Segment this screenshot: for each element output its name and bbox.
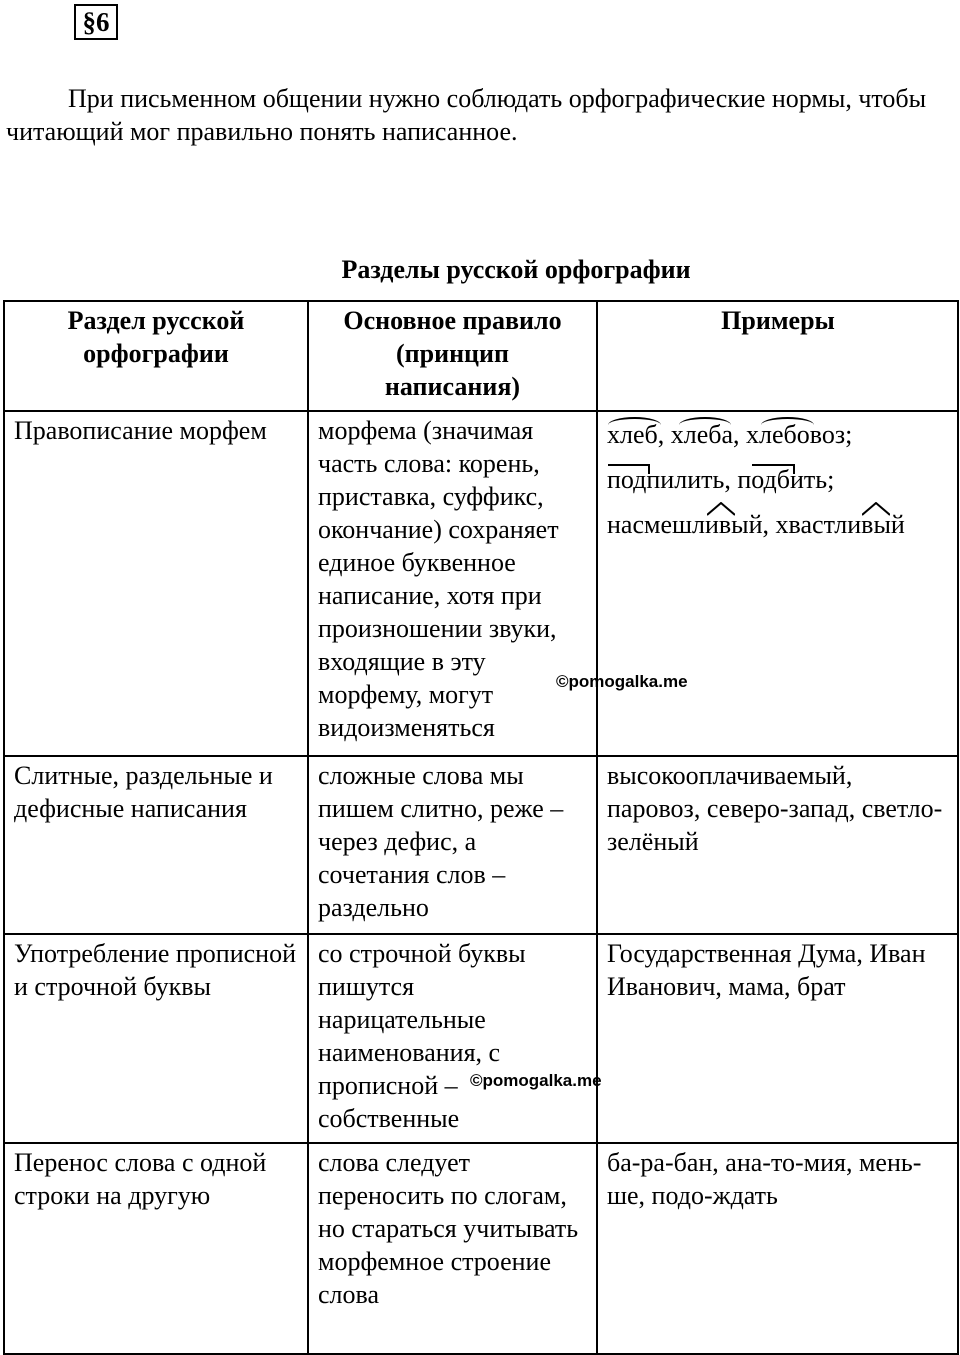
watermark: ©pomogalka.me [470, 1071, 602, 1090]
cell-section: Правописание морфем [4, 411, 308, 756]
cell-examples [597, 411, 958, 756]
section-number: §6 [74, 4, 118, 40]
orthography-table [3, 300, 959, 1355]
cell-section: Перенос слова с одной строки на другую [4, 1143, 308, 1354]
watermark: ©pomogalka.me [556, 672, 688, 691]
table-header-row [4, 301, 958, 411]
root-arc-mark [679, 417, 731, 433]
cell-section: Употребление прописной и строчной буквы [4, 934, 308, 1143]
cell-rule: слова следует переносить по слогам, но стараться учитывать морфемное строение слова [308, 1143, 597, 1354]
cell-examples: высокооплачиваемый, паровоз, северо-запад, светло-зелёный [597, 756, 958, 934]
cell-rule: сложные слова мы пишем слитно, реже – через дефис, а сочетания слов – раздельно [308, 756, 597, 934]
cell-examples: ба-ра-бан, ана-то-мия, мень-ше, подо-ждать [597, 1143, 958, 1354]
cell-rule: морфема (значимая часть слова: корень, приставка, суффикс, окончание) сохраняет единое буквенное написание, хотя при произношении звуки, входящие в эту морфему, могут видоизменяться [308, 411, 597, 756]
root-arc-mark [761, 417, 814, 433]
header-rule: Основное правило (принцип написания) [308, 301, 597, 411]
table-row [4, 1143, 958, 1354]
table-row [4, 411, 958, 756]
table-title: Разделы русской орфографии [341, 255, 691, 284]
cell-rule: со строчной буквы пишутся нарицательные наименования, с прописной – собственные [308, 934, 597, 1143]
table-row [4, 756, 958, 934]
cell-section: Слитные, раздельные и дефисные написания [4, 756, 308, 934]
header-section: Раздел русской орфографии [4, 301, 308, 411]
suffix-mark [707, 502, 735, 516]
example-line-roots: хлеб, хлеба, хлебовоз; [607, 412, 949, 457]
intro-paragraph: При письменном общении нужно соблюдать орфографические нормы, чтобы читающий мог правильно понять написанное. [6, 84, 927, 146]
root-arc-mark [608, 417, 661, 433]
cell-examples: Государственная Дума, Иван Иванович, мама, брат [597, 934, 958, 1143]
suffix-mark [862, 502, 890, 516]
prefix-mark [608, 464, 650, 474]
example-line-suffixes: насмешливый, хвастливый [607, 502, 949, 547]
table-row [4, 934, 958, 1143]
prefix-mark [752, 464, 795, 474]
header-examples: Примеры [597, 301, 958, 411]
example-line-prefixes: подпилить, подбить; [607, 465, 835, 494]
